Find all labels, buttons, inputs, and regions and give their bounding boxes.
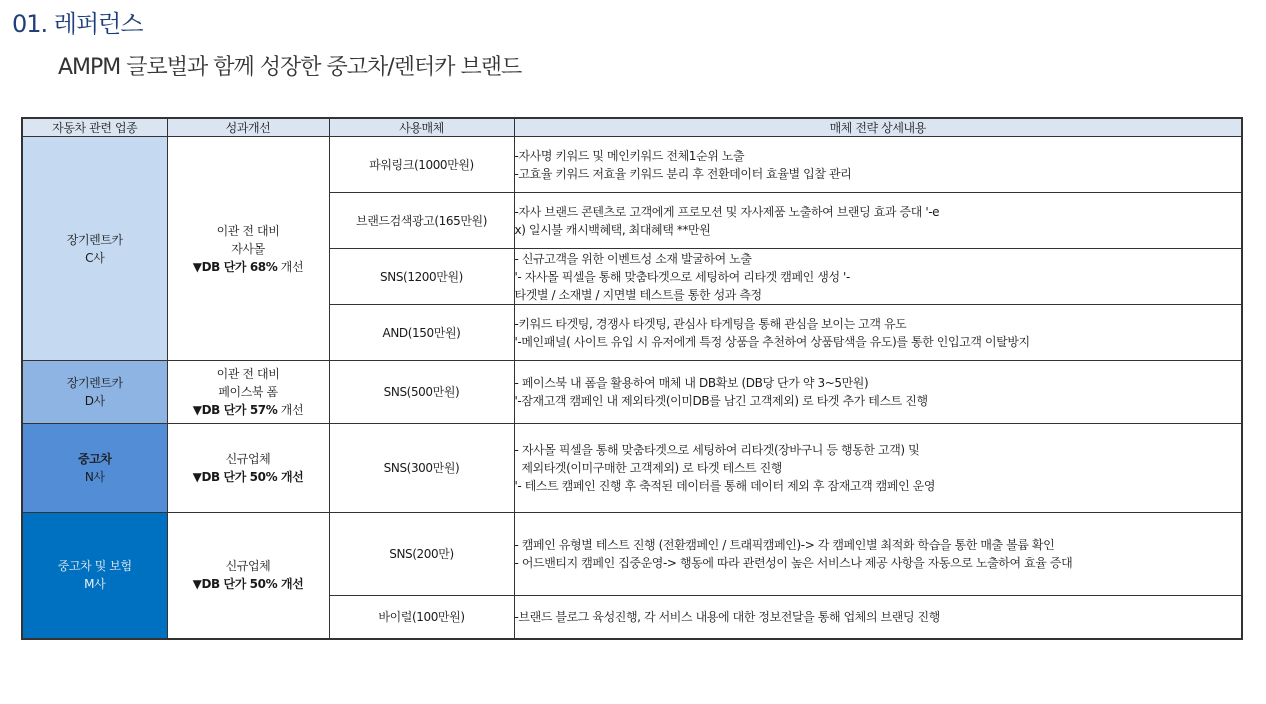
- header-media: 사용매체: [329, 118, 514, 137]
- details-cell: [514, 596, 1242, 639]
- result-highlight: ▼DB 단가 50% 개선: [192, 577, 304, 592]
- media-cell: 바이럴(100만원): [329, 596, 514, 639]
- table-row: [22, 361, 1242, 424]
- header-industry: 자동차 관련 업종: [22, 118, 167, 137]
- industry-cell-c: [22, 137, 167, 361]
- media-cell: SNS(200만): [329, 513, 514, 596]
- result-cell-n: [167, 424, 329, 513]
- detail-line: - 캠페인 유형별 테스트 진행 (전환캠페인 / 트래픽캠페인)-> 각 캠페인별 최적화 학습을 통한 매출 볼륨 확인: [514, 538, 1055, 552]
- detail-line: '- 자사몰 픽셀을 통해 맞춤타겟으로 세팅하여 리타겟 캠페인 생성 '-: [514, 269, 850, 284]
- industry-cell-n: [22, 424, 167, 513]
- section-title: 01. 레퍼런스: [12, 10, 143, 38]
- header-details: 매체 전략 상세내용: [514, 118, 1242, 137]
- detail-line: '- 테스트 캠페인 진행 후 축적된 데이터를 통해 데이터 제외 후 잠재고객 캠페인 운영: [514, 479, 936, 493]
- result-text: 이관 전 대비: [216, 367, 280, 381]
- detail-line: '-잠재고객 캠페인 내 제외타겟(이미DB를 남긴 고객제외) 로 타겟 추가 테스트 진행: [514, 394, 928, 408]
- media-cell: AND(150만원): [329, 305, 514, 361]
- result-cell-m: [167, 513, 329, 639]
- table-row: [22, 424, 1242, 513]
- media-cell: SNS(300만원): [329, 424, 514, 513]
- page-subtitle: AMPM 글로벌과 함께 성장한 중고차/렌터카 브랜드: [58, 55, 522, 80]
- industry-name: 중고차: [77, 452, 112, 466]
- details-cell: [514, 249, 1242, 305]
- detail-line: x) 일시불 캐시백혜택, 최대혜택 **만원: [514, 222, 711, 237]
- result-cell-d: [167, 361, 329, 424]
- details-cell: [514, 193, 1242, 249]
- industry-cell-d: [22, 361, 167, 424]
- detail-line: '-메인패널( 사이트 유입 시 유저에게 특정 상품을 추천하여 상품탐색을 유도)를 통한 인입고객 이탈방지: [514, 334, 1030, 349]
- result-highlight: [168, 401, 329, 419]
- media-cell: 브랜드검색광고(165만원): [329, 193, 514, 249]
- table-row: [22, 513, 1242, 596]
- industry-cell-m: [22, 513, 167, 639]
- table-row: [22, 137, 1242, 193]
- industry-name: 중고차 및 보험: [57, 559, 132, 574]
- detail-line: -키워드 타겟팅, 경쟁사 타겟팅, 관심사 타게팅을 통해 관심을 보이는 고객 유도: [514, 316, 907, 331]
- details-cell: [514, 424, 1242, 513]
- detail-line: - 페이스북 내 폼을 활용하여 매체 내 DB확보 (DB당 단가 약 3~5만원): [514, 376, 869, 390]
- table-header-row: [22, 118, 1242, 137]
- result-cell-c: [167, 137, 329, 361]
- details-cell: [514, 305, 1242, 361]
- industry-name: 장기렌트카: [66, 232, 123, 247]
- detail-line: -고효율 키워드 저효율 키워드 분리 후 전환데이터 효율별 입찰 관리: [514, 166, 852, 181]
- details-cell: [514, 513, 1242, 596]
- result-text: 신규업체: [225, 452, 271, 466]
- detail-line: -자사명 키워드 및 메인키워드 전체1순위 노출: [514, 148, 745, 163]
- result-text: 이관 전 대비: [216, 223, 280, 238]
- result-highlight: ▼DB 단가 50% 개선: [192, 470, 304, 484]
- details-cell: [514, 137, 1242, 193]
- company-name: N사: [84, 470, 105, 484]
- media-cell: SNS(500만원): [329, 361, 514, 424]
- result-text: 페이스북 폼: [218, 385, 278, 399]
- result-bold: ▼DB 단가 57%: [192, 403, 278, 417]
- detail-line: - 신규고객을 위한 이벤트성 소재 발굴하여 노출: [514, 251, 752, 266]
- company-name: D사: [84, 394, 105, 408]
- reference-table: [21, 117, 1243, 640]
- result-highlight: [168, 258, 329, 276]
- result-bold: ▼DB 단가 68%: [192, 259, 278, 274]
- details-cell: [514, 361, 1242, 424]
- company-name: M사: [84, 577, 106, 592]
- result-text: 자사몰: [231, 241, 265, 256]
- detail-line: - 어드밴티지 캠페인 집중운영-> 행동에 따라 관련성이 높은 서비스나 제공 사항을 자동으로 노출하여 효율 증대: [514, 556, 1073, 570]
- industry-name: 장기렌트카: [66, 376, 123, 390]
- media-cell: SNS(1200만원): [329, 249, 514, 305]
- header-result: 성과개선: [167, 118, 329, 137]
- media-cell: 파워링크(1000만원): [329, 137, 514, 193]
- result-text: 신규업체: [225, 559, 271, 574]
- detail-line: 타겟별 / 소재별 / 지면별 테스트를 통한 성과 측정: [514, 287, 762, 302]
- result-suffix: 개선: [277, 403, 304, 417]
- result-suffix: 개선: [277, 259, 304, 274]
- detail-line: -자사 브랜드 콘텐츠로 고객에게 프로모션 및 자사제품 노출하여 브랜딩 효과 증대 '-e: [514, 204, 940, 219]
- company-name: C사: [85, 250, 105, 265]
- detail-line: 제외타겟(이미구매한 고객제외) 로 타겟 테스트 진행: [514, 461, 782, 475]
- detail-line: - 자사몰 픽셀을 통해 맞춤타겟으로 세팅하여 리타겟(장바구니 등 행동한 고객) 및: [514, 443, 920, 457]
- detail-line: -브랜드 블로그 육성진행, 각 서비스 내용에 대한 정보전달을 통해 업체의 브랜딩 진행: [514, 609, 940, 624]
